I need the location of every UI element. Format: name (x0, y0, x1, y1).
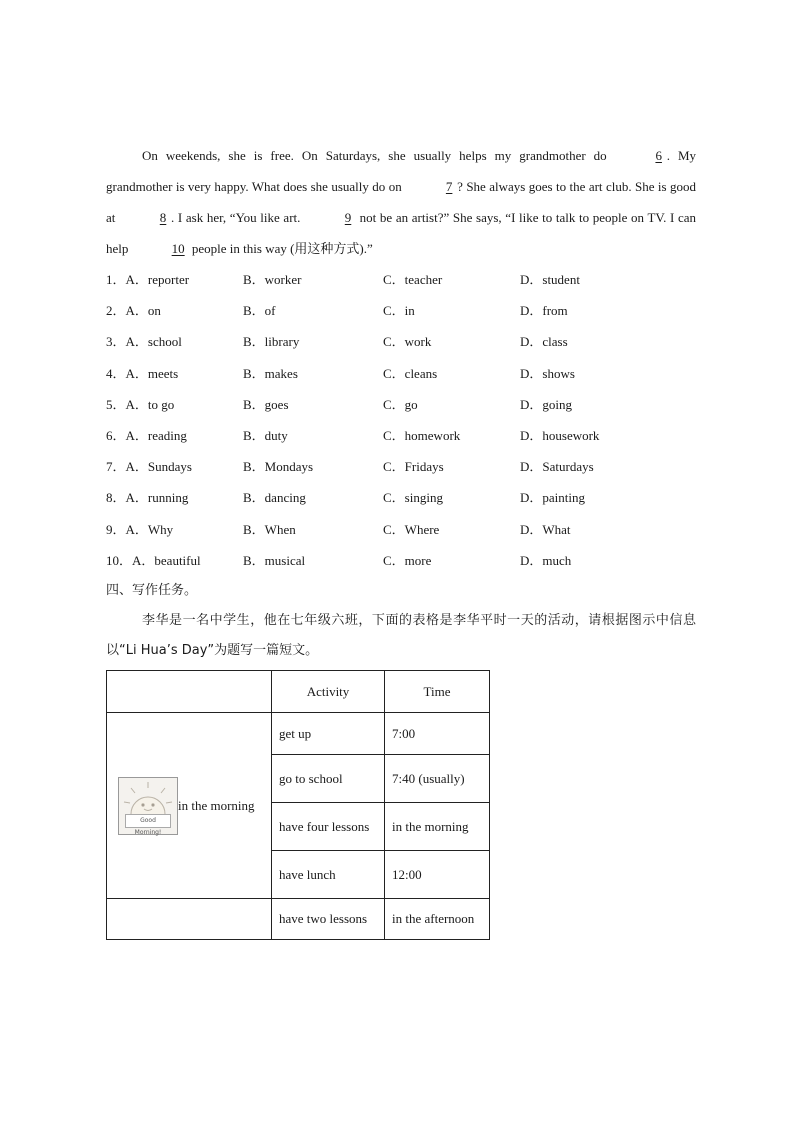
activity-cell: go to school (272, 755, 385, 803)
option-a-text: A．meets (125, 365, 179, 381)
option-d: D．painting (520, 490, 585, 506)
option-a (106, 358, 178, 389)
passage-text: ? She always goes to the art club. She is good at (106, 179, 696, 225)
option-b: B．of (243, 303, 276, 319)
option-c: C．cleans (383, 365, 438, 381)
morning-cell (107, 713, 272, 899)
option-b: B．goes (243, 396, 289, 412)
question-number: 7． (106, 459, 126, 475)
blank-6: 6 (655, 148, 662, 163)
option-row (106, 295, 696, 326)
option-c: C．in (383, 303, 415, 319)
option-b: B．worker (243, 272, 302, 287)
option-a-text: A．reading (125, 427, 187, 443)
header-time: Time (385, 671, 490, 713)
option-b: B．musical (243, 552, 306, 568)
option-d: D．housework (520, 427, 600, 443)
option-d: D．student (520, 272, 580, 287)
passage-text: not be an artist?” She says, “I like to talk to people on TV. I can help (106, 210, 697, 256)
blank-7: 7 (445, 179, 453, 194)
blank-9: 9 (344, 210, 352, 225)
option-c: C．more (383, 552, 432, 568)
question-number: 9． (106, 521, 126, 537)
option-d: D．going (520, 396, 573, 412)
option-a (106, 264, 189, 295)
option-b: B．makes (243, 365, 298, 381)
writing-task-intro: 李华是一名中学生，他在七年级六班，下面的表格是李华平时一天的活动，请根据图示中信息以“Li Hua’s Day”为题写一篇短文。 (106, 612, 696, 658)
question-number: 4． (106, 365, 126, 381)
option-a-text: A．reporter (125, 272, 190, 287)
passage-text: . My grandmother is very happy. What does she usually do on (106, 148, 697, 194)
time-cell: 7:40 (usually) (385, 755, 490, 803)
passage-text: people in this way (用这种方式).” (188, 241, 373, 256)
passage-text: . I ask her, “You like art. (171, 210, 305, 225)
option-a (106, 389, 174, 420)
sun-image (118, 777, 178, 835)
morning-label: in the morning (178, 797, 255, 813)
option-d: D．much (520, 552, 572, 568)
option-a (106, 482, 188, 513)
option-c: C．teacher (383, 272, 443, 287)
blank-8: 8 (159, 210, 167, 225)
option-c: C．singing (383, 490, 443, 506)
document-page (106, 140, 696, 666)
schedule-table (106, 670, 490, 940)
option-b: B．When (243, 521, 296, 537)
time-cell: 12:00 (385, 851, 490, 899)
option-row (106, 514, 696, 545)
option-a (106, 514, 173, 545)
activity-cell: get up (272, 713, 385, 755)
time-cell: in the afternoon (385, 899, 490, 940)
passage-paragraph (106, 140, 696, 264)
option-row (106, 545, 696, 576)
question-number: 6． (106, 427, 126, 443)
option-row (106, 358, 696, 389)
option-a-text: A．Sundays (125, 459, 192, 475)
time-cell: 7:00 (385, 713, 490, 755)
activity-cell: have four lessons (272, 803, 385, 851)
option-c: C．go (383, 396, 418, 412)
option-row (106, 420, 696, 451)
option-a-text: A．to go (125, 396, 175, 412)
option-a-text: A．on (125, 303, 161, 319)
option-a-text: A．Why (125, 521, 174, 537)
activity-cell: have two lessons (272, 899, 385, 940)
table-row (107, 899, 490, 940)
table-row (107, 713, 490, 755)
option-row (106, 451, 696, 482)
activity-cell: have lunch (272, 851, 385, 899)
morning-label-box (114, 777, 264, 835)
option-b: B．library (243, 334, 300, 350)
option-a-text: A．running (125, 490, 189, 506)
blank-10: 10 (171, 241, 185, 256)
option-b: B．dancing (243, 490, 306, 506)
option-a (106, 295, 161, 326)
option-b: B．duty (243, 427, 288, 443)
option-d: D．from (520, 303, 568, 319)
option-c: C．Where (383, 521, 440, 537)
option-c: C．work (383, 334, 432, 350)
option-c: C．homework (383, 427, 461, 443)
option-d: D．class (520, 334, 568, 350)
option-row (106, 264, 696, 295)
question-number: 1． (106, 272, 126, 287)
time-cell: in the morning (385, 803, 490, 851)
question-number: 2． (106, 303, 126, 319)
passage-text: On weekends, she is free. On Saturdays, she usually helps my grandmother do (142, 148, 615, 163)
header-activity: Activity (272, 671, 385, 713)
option-a (106, 451, 192, 482)
option-d: D．shows (520, 365, 575, 381)
option-row (106, 482, 696, 513)
options-list (106, 264, 696, 576)
header-empty-cell (107, 671, 272, 713)
question-number: 8． (106, 490, 126, 506)
question-number: 5． (106, 396, 126, 412)
table-header-row (107, 671, 490, 713)
option-a-text: A．beautiful (132, 552, 201, 568)
option-a (106, 420, 187, 451)
question-number: 10． (106, 552, 133, 568)
option-a-text: A．school (125, 334, 182, 350)
section-title: 四、写作任务。 (106, 582, 198, 598)
option-c: C．Fridays (383, 459, 444, 475)
empty-cell (107, 899, 272, 940)
option-a (106, 326, 182, 357)
passage (106, 140, 696, 264)
question-number: 3． (106, 334, 126, 350)
option-b: B．Mondays (243, 459, 314, 475)
option-d: D．Saturdays (520, 459, 594, 475)
option-a (106, 545, 201, 576)
option-row (106, 389, 696, 420)
option-row (106, 326, 696, 357)
sun-caption: Good Morning! (125, 814, 171, 828)
option-d: D．What (520, 521, 571, 537)
